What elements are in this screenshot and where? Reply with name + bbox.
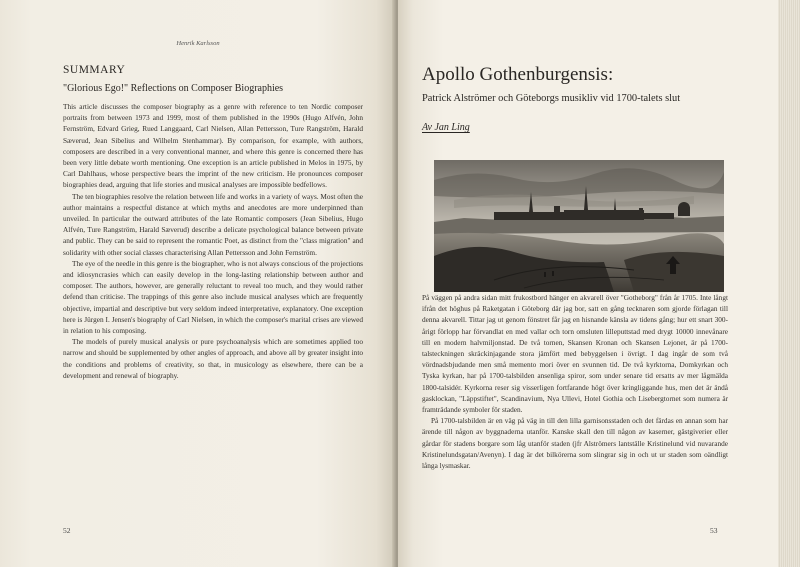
paragraph: På 1700-talsbilden är en väg på väg in till den lilla garnisonsstaden och det färdas en annan som har ärende till någon av byggnaderna utanför. Kanske skall den till någon av kaserner, gästgiverier eller gårdar för stadens borgare som låg utanför staden (jfr Alströmers lantställe Kristinelund vid nuvarande Kristinelundsgatan/Avenyn). I dag är det bilkörerna som slingrar sig in och ut ur staden som oändligt långa lysmaskar. [422,416,728,471]
summary-body [63,101,363,381]
byline: Av Jan Ling [422,122,470,133]
running-head: Henrik Karlsson [176,40,220,47]
city-panorama-icon [434,160,724,292]
paragraph: The models of purely musical analysis or pure psychoanalysis which are sometimes applied too narrow and should be supplemented by other angles of approach, and above all by greater insight into the conditions and problems of creativity, so that, in musicology as elsewhere, there can be a development and renewal of biography. [63,337,363,380]
paragraph: The ten biographies resolve the relation between life and works in a variety of ways. Most often the author maintains a respectful distance at which myths and anecdotes are more underpinned than unveiled. In particular the outward attributes of the late Romantic composers (Jean Sibelius, Hugo Alfvén, Ture Rangström, Harald Sæverud) describe a delicate psychological balance between private and public. They can be said to represent the romantic Poet, as distinct from the "class migration" and solidarity with other social classes characterising Allan Pettersson and John Fernström. [63,191,363,257]
paragraph: This article discusses the composer biography as a genre with reference to ten Nordic composer portraits from between 1973 and 1999, most of them published in the 1990s (Hugo Alfvén, John Fernström, Edvard Grieg, Rued Langgaard, Carl Nielsen, Allan Pettersson, Ture Rangström, Harald Sæverud, Jean Sibelius and Wilhelm Stenhammar). By comparison, for example, with authors, composers are described in a very conventional manner, and where this genre is concerned there has been very little debate worth mentioning. One exception is an article published in Melos in 1975, by Carl Dahlhaus, whose perspective bears the imprint of the new criticism. He pronounces composer biographies dead, arguing that life stories and musical analyses are impossible bedfellows. [63,102,363,190]
left-page [0,0,396,567]
article-body [422,292,728,471]
paragraph: The eye of the needle in this genre is the biographer, who is not always conscious of the projections and idiosyncrasies which can easily develop in the long-lasting relationship between author and composer. The authors, however, are generally reluctant to reveal too much, and they would rather defend than criticise. The trappings of this genre also include musical analyses which are frequently objective, impartial and descriptive but very seldom indeed interpretative, explanatory. One exception here is Jürgen I. Jensen's biography of Carl Nielsen, in which the composer's marital crises are viewed in relation to his composing. [63,258,363,336]
page-number: 53 [710,526,718,535]
paragraph: På väggen på andra sidan mitt frukostbord hänger en akvarell över "Gotheborg" från år 1705. Inte långt ifrån det höghus på Raketgatan i Göteborg där jag bor, satt en gång tecknaren som gjorde förlagan till denna akvarell. Tittar jag ut genom fönstret får jag en hisnande känsla av tidens gång; hur ett snart 300-årigt förlopp har förvandlat en med vallar och torn omsluten lilleputtstad med drygt 10000 innevånare till en modern halvmiljonstad. De två tornen, Skansen Kronan och Skansen Lejonet, är på 1700-talsteckningen skräckinjagande stora jämfört med bebyggelsen i övrigt. I dag ingår de som två vördnadsbjudande men små memento mori över en svunnen tid. De två kyrktorna, Domkyrkan och Tyska kyrkan, har på 1700-talsbilden ansenliga spiror, som under senare tid ersatts av mer lågmälda 1800-talsidér. Kyrkorna reser sig visserligen fortfarande högt över kringliggande hus, men det är ändå gasklockan, "Läppstiftet", Scandinavium, Nya Ullevi, Hotel Gothia och Lisebergtornet som numera är framträdande symboler för staden. [422,293,728,415]
article-title: Apollo Gothenburgensis: [422,64,614,85]
article-subtitle: Patrick Alströmer och Göteborgs musikliv vid 1700-talets slut [422,93,681,104]
page-edges [778,0,800,567]
summary-subtitle: "Glorious Ego!" Reflections on Composer Biographies [63,83,284,94]
section-title: SUMMARY [63,64,126,76]
page-number: 52 [63,526,71,535]
right-page [398,0,778,567]
